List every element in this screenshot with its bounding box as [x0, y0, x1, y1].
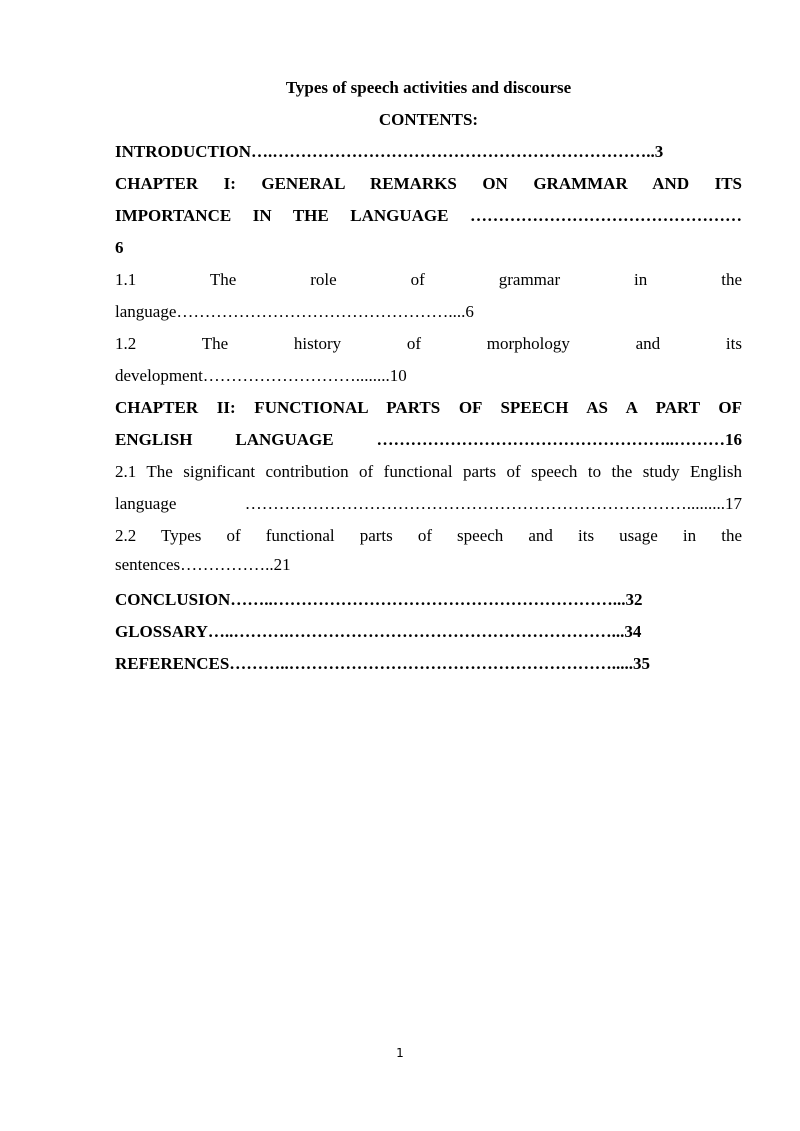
- toc-conclusion: CONCLUSION……..……………………………………………………...32: [115, 590, 643, 609]
- toc-glossary: GLOSSARY…..……….…………………………………………………...34: [115, 622, 642, 641]
- toc-chapter1-line1: CHAPTER I: GENERAL REMARKS ON GRAMMAR AND ITS: [115, 174, 742, 193]
- toc-chapter1-page: 6: [115, 238, 124, 257]
- toc-section-1-2-line1: 1.2 The history of morphology and its: [115, 334, 742, 353]
- toc-section-2-2-line2: sentences……………..21: [115, 555, 291, 574]
- toc-section-2-2-line1: 2.2 Types of functional parts of speech and its usage in the: [115, 526, 742, 545]
- toc-section-2-1-line1: 2.1 The significant contribution of functional parts of speech to the study English: [115, 462, 742, 481]
- toc-chapter2-line1: CHAPTER II: FUNCTIONAL PARTS OF SPEECH AS A PART OF: [115, 398, 742, 417]
- page-content: [115, 76, 742, 680]
- toc-introduction: INTRODUCTION….…………………………………………………………..3: [115, 142, 664, 161]
- toc-chapter1-line2: IMPORTANCE IN THE LANGUAGE …………………………………………: [115, 206, 742, 225]
- page-number: 1: [396, 1046, 404, 1060]
- contents-heading: CONTENTS:: [378, 110, 479, 129]
- toc-section-1-1-line2: language…………………………………………....6: [115, 302, 474, 321]
- toc-section-2-1-line2: language …………………………………………………………………….........17: [115, 494, 742, 513]
- toc-chapter2-line2: ENGLISH LANGUAGE ……………………………………………..………16: [115, 430, 742, 449]
- toc-section-1-1-line1: 1.1 The role of grammar in the: [115, 270, 742, 289]
- toc-section-1-2-line2: development………………………........10: [115, 366, 407, 385]
- document-title: Types of speech activities and discourse: [285, 78, 572, 97]
- toc-references: REFERENCES………..………………………………………………….....35: [115, 654, 651, 673]
